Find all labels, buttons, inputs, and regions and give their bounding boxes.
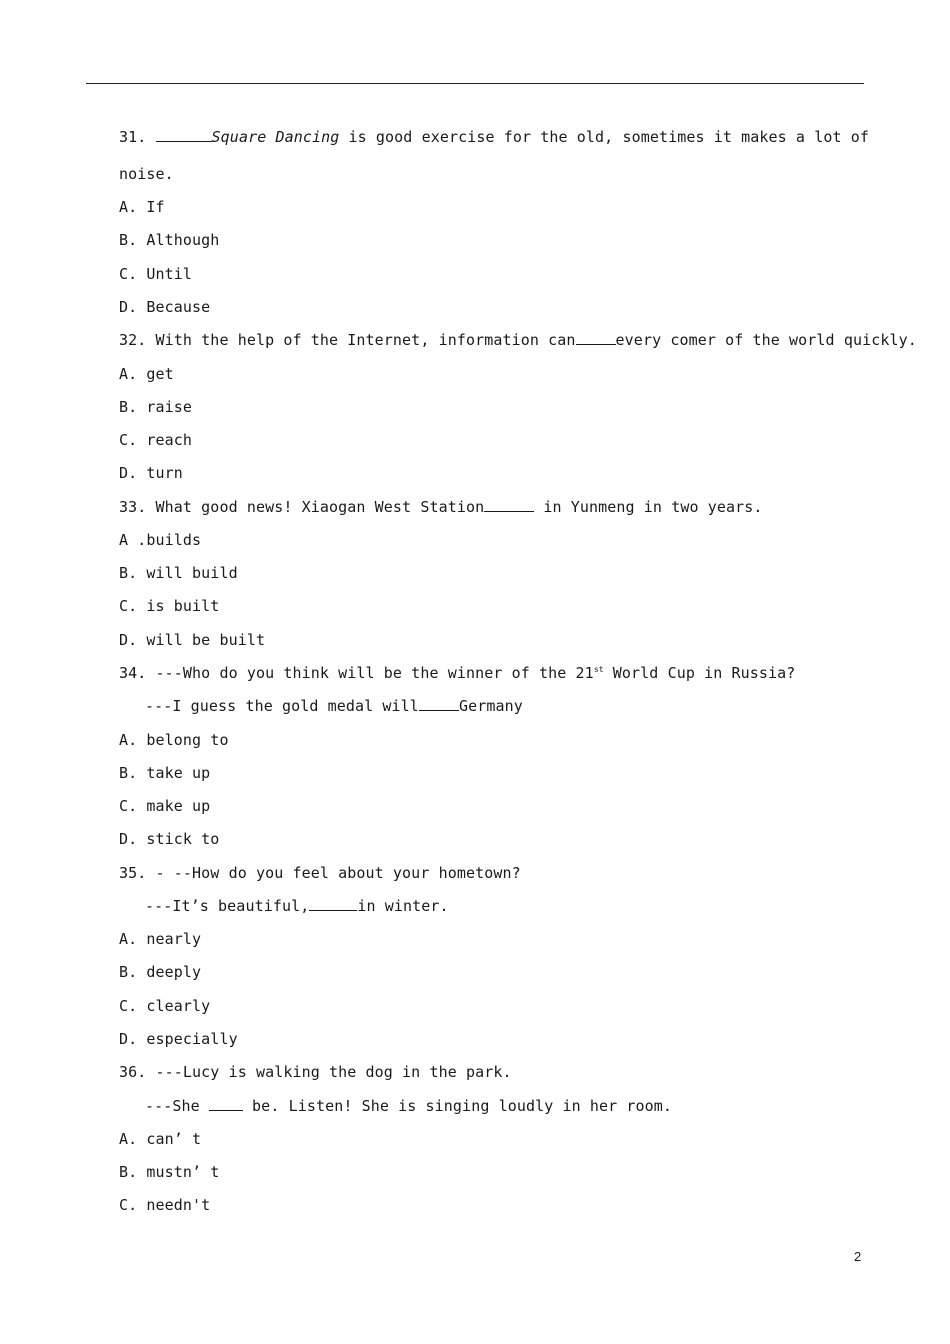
- option-a: A. can’ t: [119, 1130, 202, 1148]
- option-c: C. reach: [119, 431, 193, 449]
- option-c: C. Until: [119, 265, 193, 283]
- question-35-reply: [145, 897, 449, 915]
- question-text: 32. With the help of the Internet, information can: [119, 331, 576, 349]
- question-text: is good exercise for the old, sometimes it makes a lot of: [339, 128, 869, 146]
- question-36: 36. ---Lucy is walking the dog in the park.: [119, 1063, 512, 1081]
- option-c: C. clearly: [119, 997, 211, 1015]
- question-31: [119, 128, 869, 146]
- reply-text: ---It’s beautiful,: [145, 897, 310, 915]
- option-d: D. especially: [119, 1030, 238, 1048]
- option-d: D. will be built: [119, 631, 266, 649]
- question-31-continuation: noise.: [119, 165, 174, 183]
- answer-blank: [419, 697, 459, 711]
- question-34-reply: [145, 697, 523, 715]
- header-rule: [86, 83, 864, 84]
- question-text: 34. ---Who do you think will be the winner of the 21: [119, 664, 594, 682]
- option-b: B. deeply: [119, 963, 202, 981]
- question-text-end: every comer of the world quickly.: [615, 331, 917, 349]
- option-b: B. mustn’ t: [119, 1163, 220, 1181]
- reply-text: ---I guess the gold medal will: [145, 697, 419, 715]
- answer-blank: [576, 331, 616, 345]
- option-b: B. raise: [119, 398, 193, 416]
- option-a: A .builds: [119, 531, 202, 549]
- option-a: A. belong to: [119, 731, 229, 749]
- question-text: 33. What good news! Xiaogan West Station: [119, 498, 485, 516]
- question-text-end: World Cup in Russia?: [603, 664, 796, 682]
- superscript: st: [593, 665, 604, 674]
- reply-text: ---She: [145, 1097, 209, 1115]
- option-b: B. take up: [119, 764, 211, 782]
- question-33: [119, 498, 763, 516]
- option-c: C. make up: [119, 797, 211, 815]
- question-34: [119, 664, 795, 682]
- question-32: [119, 331, 917, 349]
- question-35: 35. - --How do you feel about your hometown?: [119, 864, 521, 882]
- option-d: D. turn: [119, 464, 183, 482]
- answer-blank: [484, 498, 534, 512]
- option-c: C. needn't: [119, 1196, 211, 1214]
- reply-text-end: Germany: [458, 697, 523, 715]
- question-number: 31.: [119, 128, 147, 146]
- question-text-end: in Yunmeng in two years.: [534, 498, 763, 516]
- option-c: C. is built: [119, 597, 220, 615]
- option-d: D. Because: [119, 298, 211, 316]
- reply-text-end: in winter.: [357, 897, 449, 915]
- answer-blank: [209, 1097, 243, 1111]
- option-b: B. will build: [119, 564, 238, 582]
- option-b: B. Although: [119, 231, 220, 249]
- question-36-reply: [145, 1097, 672, 1115]
- answer-blank: [309, 897, 357, 911]
- option-a: A. nearly: [119, 930, 202, 948]
- italic-phrase: Square Dancing: [211, 128, 340, 146]
- answer-blank: [156, 128, 212, 142]
- option-d: D. stick to: [119, 830, 220, 848]
- page-number: 2: [854, 1249, 862, 1264]
- reply-text-end: be. Listen! She is singing loudly in her room.: [242, 1097, 673, 1115]
- option-a: A. get: [119, 365, 174, 383]
- option-a: A. If: [119, 198, 165, 216]
